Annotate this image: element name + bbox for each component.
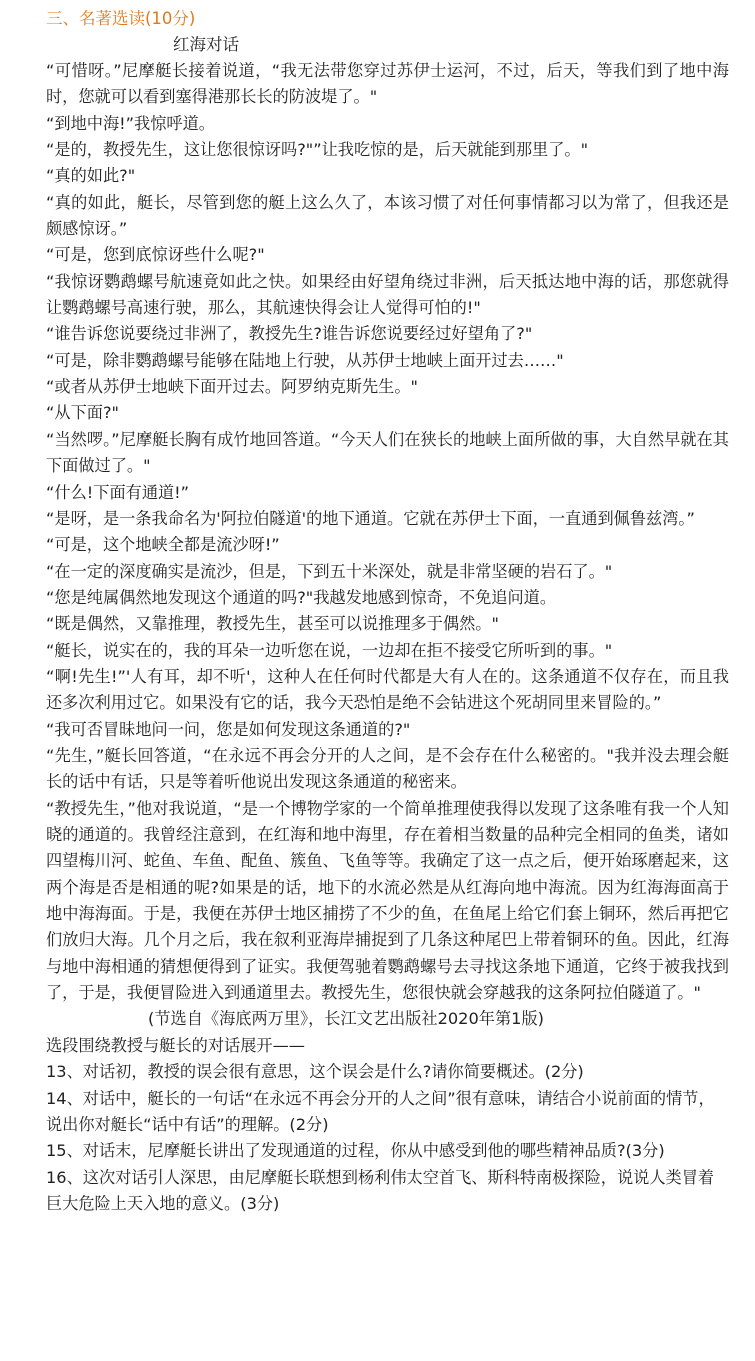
passage-paragraph: “是的，教授先生，这让您很惊讶吗?"”让我吃惊的是，后天就能到那里了。"	[46, 140, 589, 160]
section-heading: 三、名著选读(10分)	[46, 9, 196, 28]
passage-paragraph: “可惜呀。”尼摩艇长接着说道，“我无法带您穿过苏伊士运河，不过，后天，等我们到了地中海时，您就可以看到塞得港那长长的防波堤了。"	[46, 61, 729, 107]
passage-paragraph: “先生，”艇长回答道，“在永远不再会分开的人之间，是不会存在什么秘密的。"我并没去理会艇长的话中有话，只是等着听他说出发现这条通道的秘密来。	[46, 745, 729, 792]
passage-paragraph: “既是偶然，又靠推理，教授先生，甚至可以说推理多于偶然。"	[46, 614, 499, 634]
passage-source: (节选自《海底两万里》，长江文艺出版社2020年第1版)	[148, 1009, 544, 1029]
passage-paragraph: “真的如此?"	[46, 166, 136, 186]
question-15: 15、对话末，尼摩艇长讲出了发现通道的过程，你从中感受到他的哪些精神品质?(3分)	[46, 1141, 665, 1161]
passage-paragraph: “啊!先生!”'人有耳，却不听'，这种人在任何时代都是大有人在的。这条通道不仅存在，而且我还多次利用过它。如果没有它的话，我今天恐怕是绝不会钻进这个死胡同里来冒险的。”	[46, 666, 729, 713]
passage-paragraph: “可是，这个地峡全都是流沙呀!”	[46, 535, 280, 555]
passage-paragraph: “可是，除非鹦鹉螺号能够在陆地上行驶，从苏伊士地峡上面开过去……"	[46, 350, 564, 370]
question-14: 14、对话中，艇长的一句话“在永远不再会分开的人之间”很有意味，请结合小说前面的情节，说出你对艇长“话中有话”的理解。(2分)	[46, 1088, 715, 1134]
passage-paragraph: “当然啰。”尼摩艇长胸有成竹地回答道。“今天人们在狭长的地峡上面所做的事，大自然早就在其下面做过了。"	[46, 429, 729, 476]
passage-paragraph: “我可否冒昧地问一问，您是如何发现这条通道的?"	[46, 719, 411, 739]
question-list	[46, 1059, 729, 1217]
passage-paragraph: “艇长，说实在的，我的耳朵一边听您在说，一边却在拒不接受它所听到的事。"	[46, 640, 613, 660]
question-16: 16、这次对话引人深思，由尼摩艇长联想到杨利伟太空首飞、斯科特南极探险，说说人类冒着巨大危险上天入地的意义。(3分)	[46, 1167, 715, 1214]
passage-paragraph: “或者从苏伊士地峡下面开过去。阿罗纳克斯先生。"	[46, 377, 418, 397]
passage-paragraph: “可是，您到底惊讶些什么呢?"	[46, 245, 265, 265]
passage-paragraph: “教授先生，”他对我说道，“是一个博物学家的一个简单推理使我得以发现了这条唯有我一个人知晓的通道的。我曾经注意到，在红海和地中海里，存在着相当数量的品种完全相同的鱼类，诸如四望梅川河、蛇鱼、车鱼、配鱼、簇鱼、飞鱼等等。我确定了这一点之后，便开始琢磨起来，这两个海是否是相通的呢?如果是的话，地下的水流必然是从红海向地中海流。因为红海海面高于地中海海面。于是，我便在苏伊士地区捕捞了不少的鱼，在鱼尾上给它们套上铜环，然后再把它们放归大海。几个月之后，我在叙利亚海岸捕捉到了几条这种尾巴上带着铜环的鱼。因此，红海与地中海相通的猜想便得到了证实。我便驾驰着鹦鹉螺号去寻找这条地下通道，它终于被我找到了，于是，我便冒险进入到通道里去。教授先生，您很快就会穿越我的这条阿拉伯隧道了。"	[46, 798, 729, 1003]
passage-paragraph: “什么!下面有通道!”	[46, 482, 190, 502]
passage-paragraph: “真的如此，艇长，尽管到您的艇上这么久了，本该习惯了对任何事情都习以为常了，但我还是颇感惊讶。”	[46, 192, 729, 239]
passage-paragraph: “在一定的深度确实是流沙，但是，下到五十米深处，就是非常坚硬的岩石了。"	[46, 561, 613, 581]
questions-intro: 选段围绕教授与艇长的对话展开——	[46, 1035, 305, 1055]
passage-body	[46, 58, 729, 1006]
question-13: 13、对话初，教授的误会很有意思，这个误会是什么?请你简要概述。(2分)	[46, 1062, 584, 1082]
passage-paragraph: “您是纯属偶然地发现这个通道的吗?"我越发地感到惊奇，不免追问道。	[46, 587, 557, 607]
passage-paragraph: “到地中海!”我惊呼道。	[46, 113, 215, 133]
passage-paragraph: “是呀，是一条我命名为'阿拉伯隧道'的地下通道。它就在苏伊士下面，一直通到佩鲁兹湾。”	[46, 508, 695, 528]
passage-paragraph: “从下面?"	[46, 403, 119, 423]
passage-paragraph: “谁告诉您说要绕过非洲了，教授先生?谁告诉您说要经过好望角了?"	[46, 324, 533, 344]
passage-title: 红海对话	[173, 35, 239, 54]
passage-paragraph: “我惊讶鹦鹉螺号航速竟如此之快。如果经由好望角绕过非洲，后天抵达地中海的话，那您就得让鹦鹉螺号高速行驶，那么，其航速快得会让人觉得可怕的!"	[46, 271, 729, 318]
